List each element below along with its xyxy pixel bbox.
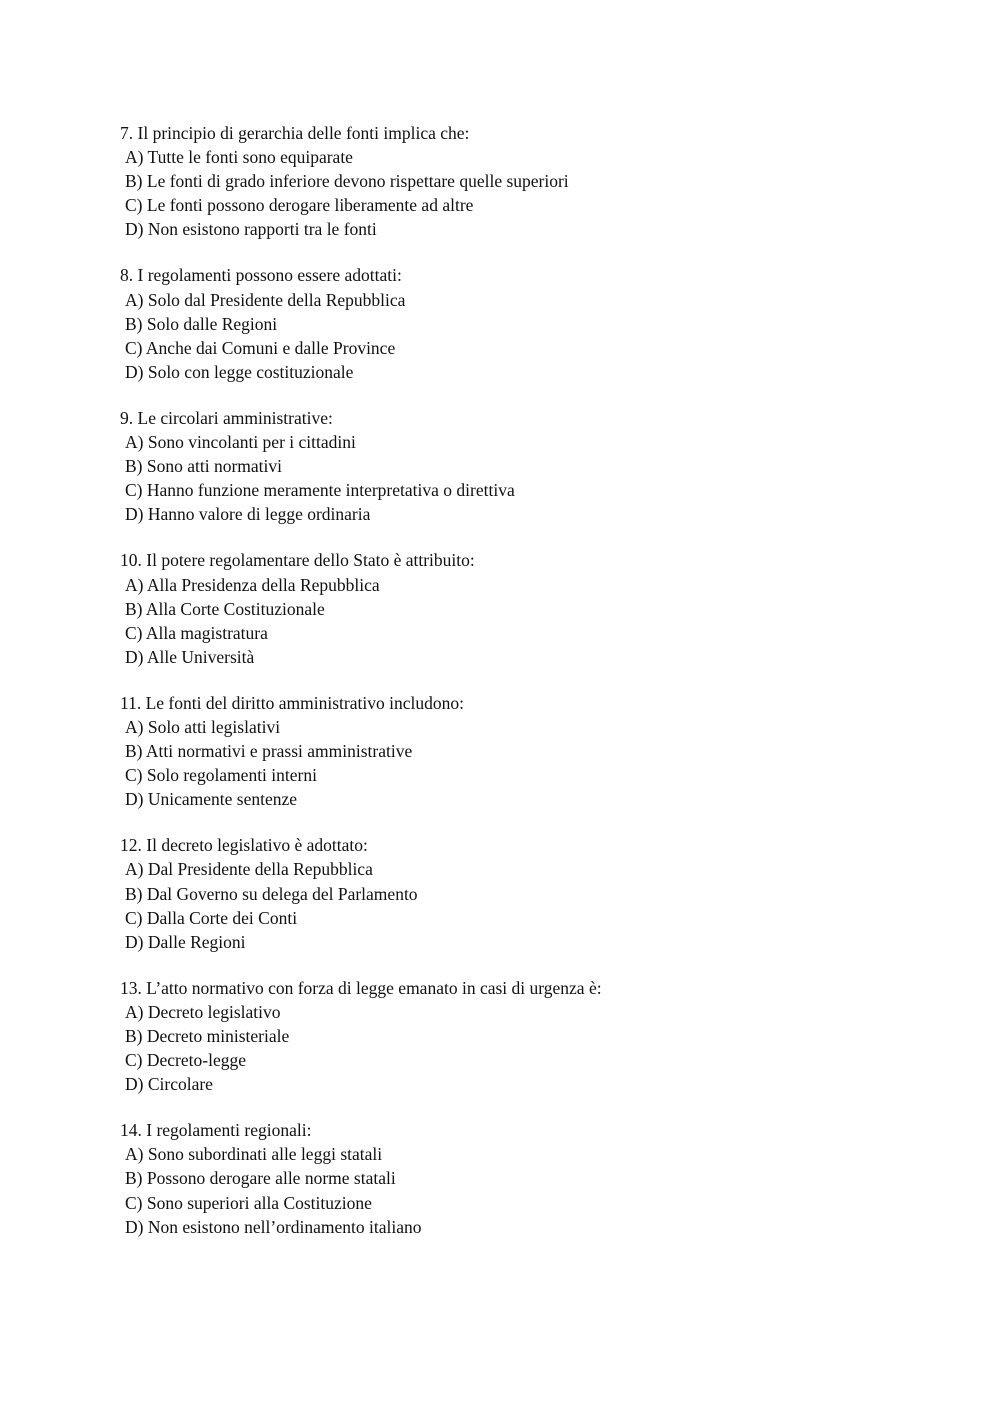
option-c: C) Solo regolamenti interni — [125, 765, 317, 786]
option-b: B) Alla Corte Costituzionale — [125, 598, 325, 619]
option-d: D) Solo con legge costituzionale — [125, 361, 354, 382]
option-b: B) Le fonti di grado inferiore devono rispettare quelle superiori — [125, 171, 569, 192]
document-page — [120, 121, 940, 1261]
option-c: C) Sono superiori alla Costituzione — [125, 1192, 372, 1213]
question-12 — [120, 833, 940, 953]
option-b: B) Solo dalle Regioni — [125, 313, 278, 334]
option-d: D) Unicamente sentenze — [125, 789, 298, 810]
option-d: D) Circolare — [125, 1074, 213, 1095]
question-8 — [120, 263, 940, 383]
option-a: A) Alla Presidenza della Repubblica — [125, 574, 380, 595]
question-9 — [120, 406, 940, 526]
question-10 — [120, 548, 940, 668]
option-b: B) Possono derogare alle norme statali — [125, 1168, 396, 1189]
option-a: A) Dal Presidente della Repubblica — [125, 859, 373, 880]
question-text: 7. Il principio di gerarchia delle fonti implica che: — [120, 123, 470, 143]
option-a: A) Sono subordinati alle leggi statali — [125, 1144, 383, 1165]
option-b: B) Decreto ministeriale — [125, 1026, 290, 1046]
option-d: D) Dalle Regioni — [125, 931, 246, 952]
option-d: D) Alle Università — [125, 646, 255, 667]
question-13 — [120, 976, 940, 1096]
option-d: D) Hanno valore di legge ordinaria — [125, 504, 371, 525]
question-text: 12. Il decreto legislativo è adottato: — [120, 835, 368, 856]
option-a: A) Solo atti legislativi — [125, 716, 281, 737]
option-c: C) Dalla Corte dei Conti — [125, 907, 298, 928]
option-d: D) Non esistono nell’ordinamento italiano — [125, 1216, 422, 1237]
option-c: C) Hanno funzione meramente interpretativa o direttiva — [125, 480, 515, 501]
option-c: C) Alla magistratura — [125, 622, 268, 643]
option-c: C) Decreto-legge — [125, 1050, 246, 1071]
option-a: A) Tutte le fonti sono equiparate — [125, 147, 353, 168]
question-text: 9. Le circolari amministrative: — [120, 407, 333, 428]
question-text: 10. Il potere regolamentare dello Stato è attribuito: — [120, 550, 475, 571]
option-b: B) Atti normativi e prassi amministrative — [125, 741, 413, 762]
option-d: D) Non esistono rapporti tra le fonti — [125, 219, 377, 240]
question-7 — [120, 121, 940, 241]
option-a: A) Decreto legislativo — [125, 1001, 281, 1022]
option-a: A) Sono vincolanti per i cittadini — [125, 432, 356, 453]
question-text: 13. L’atto normativo con forza di legge emanato in casi di urgenza è: — [120, 977, 602, 998]
question-14 — [120, 1118, 940, 1238]
option-a: A) Solo dal Presidente della Repubblica — [125, 289, 406, 310]
option-b: B) Dal Governo su delega del Parlamento — [125, 883, 418, 904]
option-c: C) Le fonti possono derogare liberamente ad altre — [125, 195, 474, 216]
question-text: 8. I regolamenti possono essere adottati: — [120, 265, 402, 286]
question-text: 11. Le fonti del diritto amministrativo includono: — [120, 692, 464, 713]
option-b: B) Sono atti normativi — [125, 456, 283, 477]
question-text: 14. I regolamenti regionali: — [120, 1120, 312, 1141]
option-c: C) Anche dai Comuni e dalle Province — [125, 337, 396, 358]
question-11 — [120, 691, 940, 811]
